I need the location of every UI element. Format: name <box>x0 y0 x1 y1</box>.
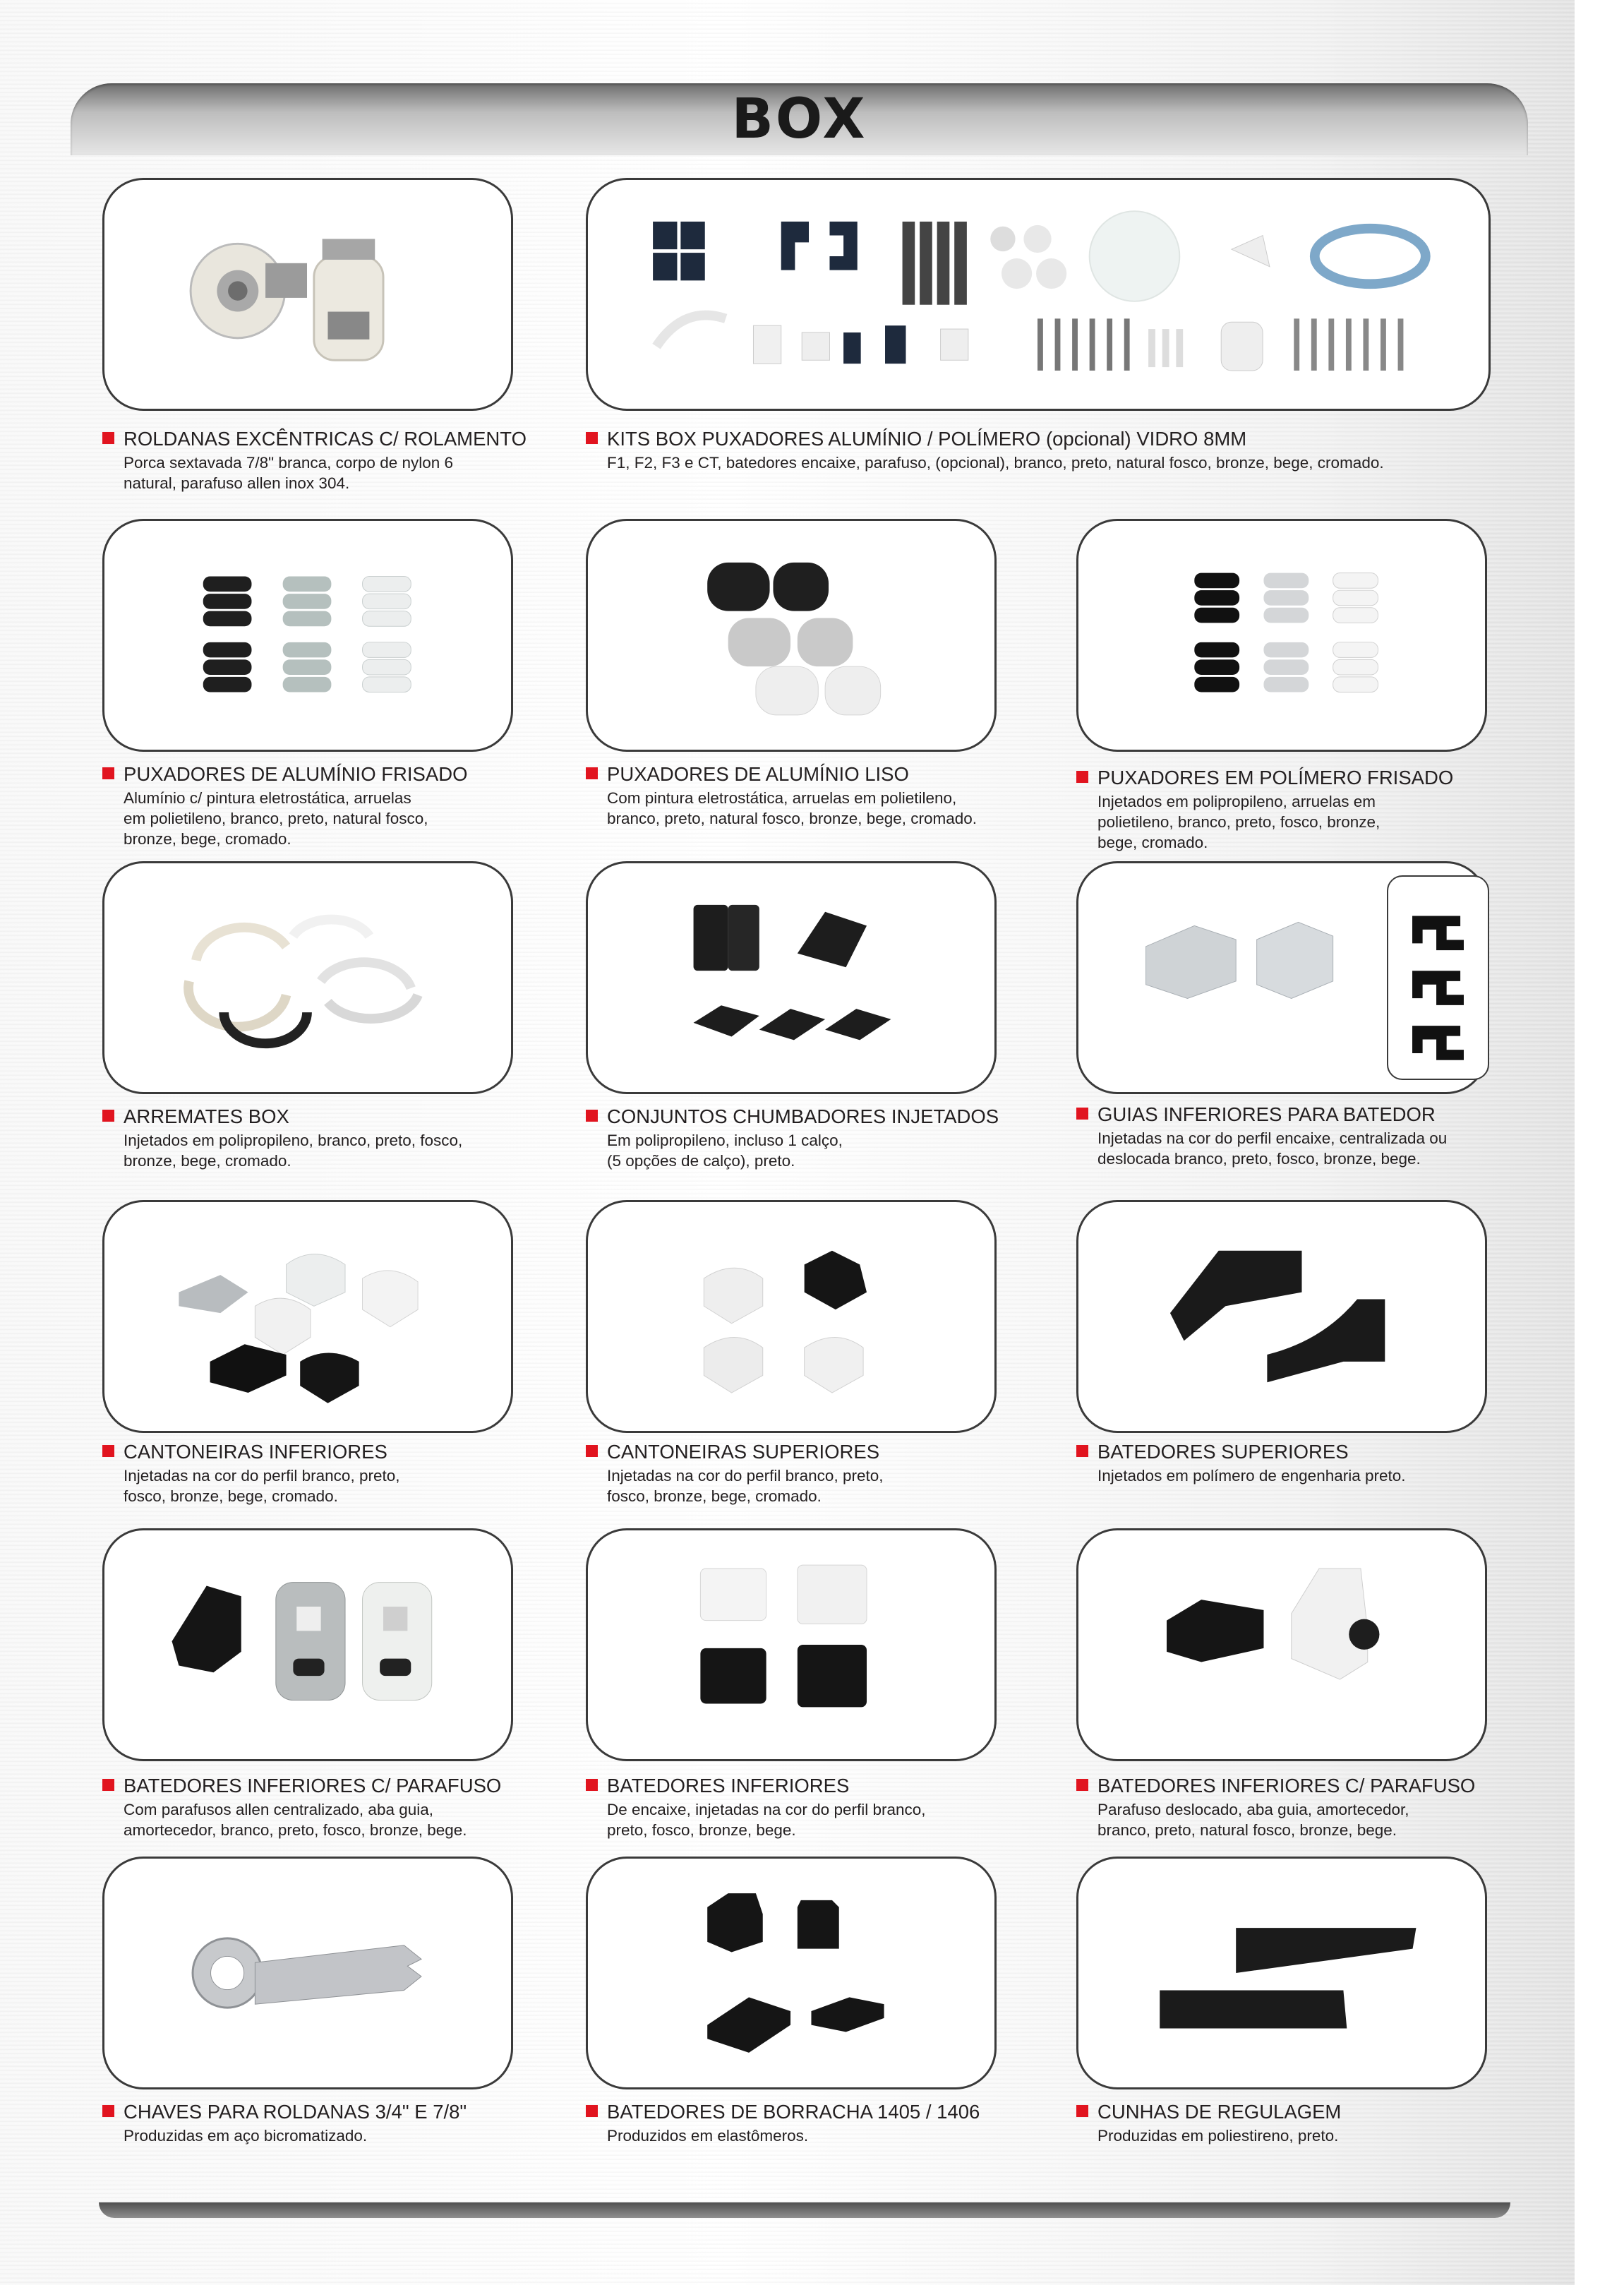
caption-title: CANTONEIRAS INFERIORES <box>102 1440 540 1464</box>
caption-title: ROLDANAS EXCÊNTRICAS C/ ROLAMENTO <box>102 427 540 451</box>
desc-line: Produzidas em poliestireno, preto. <box>1097 2127 1339 2145</box>
product-image-batedores-inferiores <box>586 1528 997 1761</box>
caption-title: KITS BOX PUXADORES ALUMÍNIO / POLÍMERO (opcional) VIDRO 8MM <box>586 427 1489 451</box>
product-image-puxadores-liso <box>586 519 997 752</box>
caption-title: PUXADORES DE ALUMÍNIO FRISADO <box>102 762 540 786</box>
caption-puxadores-frisado <box>102 762 540 849</box>
caption-title: BATEDORES DE BORRACHA 1405 / 1406 <box>586 2100 1023 2124</box>
caption-description <box>102 452 540 493</box>
caption-description <box>586 2125 1023 2146</box>
desc-line: deslocada branco, preto, fosco, bronze, bege. <box>1097 1150 1421 1168</box>
desc-line: Com parafusos allen centralizado, aba guia, <box>124 1801 434 1818</box>
desc-line: branco, preto, natural fosco, bronze, bege. <box>1097 1821 1397 1839</box>
desc-line: Injetados em polipropileno, branco, preto, fosco, <box>124 1132 463 1149</box>
caption-roldanas <box>102 427 540 493</box>
product-image-roldanas <box>102 178 513 411</box>
page-right-margin <box>1575 0 1624 2285</box>
desc-line: Injetados em polímero de engenharia preto. <box>1097 1467 1406 1485</box>
anchor-sets-image <box>588 863 994 1092</box>
desc-line: fosco, bronze, bege, cromado. <box>124 1487 338 1505</box>
caption-description <box>102 788 540 849</box>
caption-kits-box <box>586 427 1489 473</box>
desc-line: Injetadas na cor do perfil branco, preto, <box>607 1467 884 1485</box>
product-image-polimero-frisado <box>1076 519 1487 752</box>
caption-title: CONJUNTOS CHUMBADORES INJETADOS <box>586 1105 1023 1129</box>
product-image-cantoneiras-superiores <box>586 1200 997 1433</box>
product-image-cantoneiras-inferiores <box>102 1200 513 1433</box>
caption-description <box>586 788 1023 829</box>
product-image-batedores-inferiores-parafuso-1 <box>102 1528 513 1761</box>
product-image-puxadores-frisado <box>102 519 513 752</box>
caption-title: GUIAS INFERIORES PARA BATEDOR <box>1076 1103 1514 1127</box>
desc-line: (5 opções de calço), preto. <box>607 1152 795 1170</box>
desc-line: Em polipropileno, incluso 1 calço, <box>607 1132 843 1149</box>
caption-polimero-frisado <box>1076 766 1514 853</box>
desc-line: Parafuso deslocado, aba guia, amortecedor, <box>1097 1801 1409 1818</box>
upper-stoppers-image <box>1078 1202 1485 1431</box>
lower-stoppers-screw-image <box>104 1530 511 1759</box>
caption-title: PUXADORES DE ALUMÍNIO LISO <box>586 762 1023 786</box>
desc-line: bronze, bege, cromado. <box>124 1152 291 1170</box>
desc-line: natural, parafuso allen inox 304. <box>124 474 350 492</box>
product-image-kits-box <box>586 178 1491 411</box>
caption-cunhas <box>1076 2100 1514 2146</box>
desc-line: bronze, bege, cromado. <box>124 830 291 848</box>
caption-title: BATEDORES INFERIORES <box>586 1774 1023 1798</box>
caption-arremates <box>102 1105 540 1171</box>
caption-title: BATEDORES INFERIORES C/ PARAFUSO <box>1076 1774 1514 1798</box>
profile-shapes-image <box>1388 877 1488 1079</box>
smooth-handles-image <box>588 521 994 750</box>
desc-line: Produzidas em aço bicromatizado. <box>124 2127 368 2145</box>
product-image-batedores-inferiores-parafuso-2 <box>1076 1528 1487 1761</box>
desc-line: Com pintura eletrostática, arruelas em polietileno, <box>607 789 957 807</box>
caption-title: BATEDORES INFERIORES C/ PARAFUSO <box>102 1774 540 1798</box>
wrench-image <box>104 1859 511 2087</box>
caption-title: PUXADORES EM POLÍMERO FRISADO <box>1076 766 1514 790</box>
caption-description <box>586 1465 1023 1506</box>
caption-batedores-inferiores <box>586 1774 1023 1840</box>
desc-line: polietileno, branco, preto, fosco, bronze, <box>1097 813 1381 831</box>
upper-corners-image <box>588 1202 994 1431</box>
caption-description <box>102 2125 540 2146</box>
caption-description <box>102 1130 540 1171</box>
caption-title: BATEDORES SUPERIORES <box>1076 1440 1514 1464</box>
caption-description <box>102 1465 540 1506</box>
caption-description <box>586 1130 1023 1171</box>
roller-image <box>104 180 511 409</box>
kits-box-image <box>588 180 1488 409</box>
product-image-batedores-borracha <box>586 1857 997 2089</box>
caption-description <box>586 452 1489 473</box>
caption-title: ARREMATES BOX <box>102 1105 540 1129</box>
lower-stoppers-image <box>588 1530 994 1759</box>
caption-description <box>1076 1465 1514 1486</box>
caption-batedores-superiores <box>1076 1440 1514 1486</box>
desc-line: Alumínio c/ pintura eletrostática, arruelas <box>124 789 411 807</box>
polymer-handles-image <box>1078 521 1485 750</box>
caption-description <box>1076 791 1514 853</box>
desc-line: branco, preto, natural fosco, bronze, bege, cromado. <box>607 810 978 827</box>
desc-line: F1, F2, F3 e CT, batedores encaixe, parafuso, (opcional), branco, preto, natural fosco, bronze, bege, cromado. <box>607 454 1384 472</box>
caption-cantoneiras-superiores <box>586 1440 1023 1506</box>
desc-line: De encaixe, injetadas na cor do perfil branco, <box>607 1801 926 1818</box>
page-title: BOX <box>731 88 867 151</box>
trim-rings-image <box>104 863 511 1092</box>
wedges-image <box>1078 1859 1485 2087</box>
ribbed-handles-image <box>104 521 511 750</box>
caption-guias-inferiores <box>1076 1103 1514 1169</box>
caption-batedores-inferiores-parafuso-1 <box>102 1774 540 1840</box>
caption-description <box>102 1799 540 1840</box>
desc-line: amortecedor, branco, preto, fosco, bronze, bege. <box>124 1821 467 1839</box>
caption-description <box>1076 2125 1514 2146</box>
desc-line: Injetadas na cor do perfil encaixe, centralizada ou <box>1097 1129 1448 1147</box>
product-image-chumbadores <box>586 861 997 1094</box>
caption-puxadores-liso <box>586 762 1023 829</box>
desc-line: Produzidos em elastômeros. <box>607 2127 809 2145</box>
product-image-chaves <box>102 1857 513 2089</box>
desc-line: em polietileno, branco, preto, natural fosco, <box>124 810 428 827</box>
product-image-batedores-superiores <box>1076 1200 1487 1433</box>
caption-description <box>1076 1128 1514 1169</box>
product-image-arremates <box>102 861 513 1094</box>
offset-stoppers-image <box>1078 1530 1485 1759</box>
caption-description <box>1076 1799 1514 1840</box>
section-header <box>71 83 1528 155</box>
caption-cantoneiras-inferiores <box>102 1440 540 1506</box>
desc-line: Porca sextavada 7/8" branca, corpo de nylon 6 <box>124 454 454 472</box>
caption-description <box>586 1799 1023 1840</box>
caption-batedores-inferiores-parafuso-2 <box>1076 1774 1514 1840</box>
caption-title: CUNHAS DE REGULAGEM <box>1076 2100 1514 2124</box>
inset-guide-profiles <box>1387 875 1489 1080</box>
desc-line: Injetados em polipropileno, arruelas em <box>1097 793 1376 810</box>
caption-chumbadores <box>586 1105 1023 1171</box>
footer-bar <box>99 2202 1510 2218</box>
desc-line: preto, fosco, bronze, bege. <box>607 1821 796 1839</box>
caption-batedores-borracha <box>586 2100 1023 2146</box>
caption-chaves <box>102 2100 540 2146</box>
desc-line: Injetadas na cor do perfil branco, preto, <box>124 1467 400 1485</box>
caption-title: CHAVES PARA ROLDANAS 3/4" E 7/8" <box>102 2100 540 2124</box>
desc-line: bege, cromado. <box>1097 834 1208 851</box>
product-image-cunhas <box>1076 1857 1487 2089</box>
caption-title: CANTONEIRAS SUPERIORES <box>586 1440 1023 1464</box>
desc-line: fosco, bronze, bege, cromado. <box>607 1487 822 1505</box>
lower-corners-image <box>104 1202 511 1431</box>
rubber-stoppers-image <box>588 1859 994 2087</box>
